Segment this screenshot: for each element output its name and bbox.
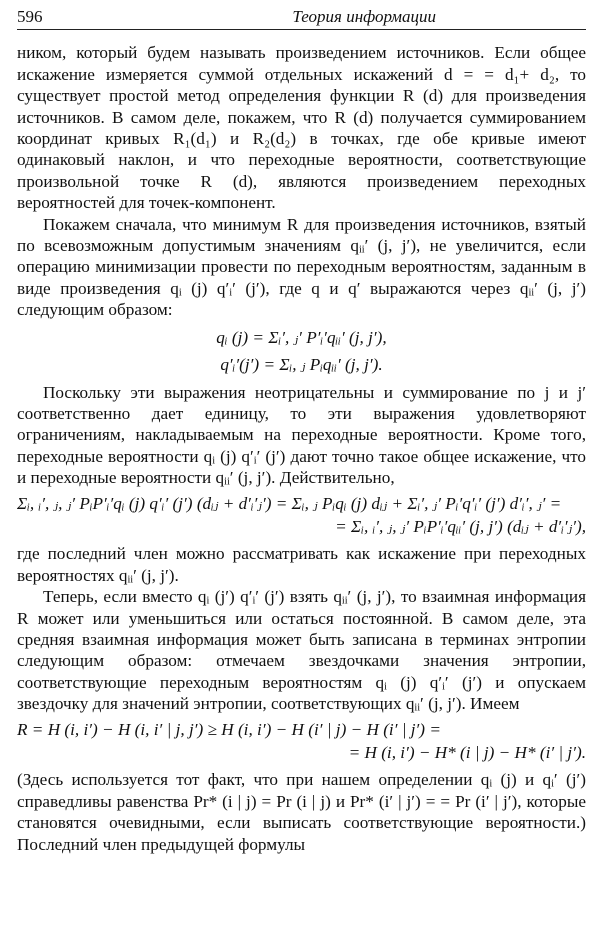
equation: Σᵢ, ᵢ′, ⱼ, ⱼ′ PᵢP′ᵢ′qᵢ (j) q′ᵢ′ (j′) (dᵢⱼ + d′ᵢ′ⱼ′) = Σᵢ, ⱼ Pᵢqᵢ (j) dᵢⱼ + Σᵢ′, ⱼ′ Pᵢ′q′ᵢ′ (j′) d′ᵢ′, ⱼ′ =	[17, 493, 562, 513]
paragraph: где последний член можно рассматривать как искажение при переходных вероятностях qᵢᵢ′ (j, j′).	[17, 544, 586, 585]
paragraph: Теперь, если вместо qᵢ (j′) q′ᵢ′ (j′) взять qᵢᵢ′ (j, j′), то взаимная информация R может или уменьшиться или остаться постоянной. В самом деле, эта средняя взаимная информация может быть записана в терминах энтропии следующим образом: отмечаем звездочками значения энтропии, соответствующие переходным вероятностям qᵢ (j) q′ᵢ′ (j′) и опускаем звездочку для значений энтропии, соответствующих qᵢᵢ′ (j, j′). Имеем	[17, 587, 586, 714]
paragraph: ником, который будем называть произведением источников. Если общее искажение измеряется суммой отдельных искажений d = = d₁+ d₂, то существует простой метод определения функции R (d) для произведения источников. В самом деле, покажем, что R (d) получается суммированием координат кривых R₁(d₁) и R₂(d₂) в точках, где обе кривые имеют одинаковый наклон, и что переходные вероятности, соответствующие произвольной точке R (d), являются произведением переходных вероятностей для точек-компонент.	[17, 43, 586, 213]
equation: = Σᵢ, ᵢ′, ⱼ, ⱼ′ PᵢP′ᵢ′qᵢᵢ′ (j, j′) (dᵢⱼ + d′ᵢ′ⱼ′),	[335, 516, 586, 536]
equation: R = H (i, i′) − H (i, i′ | j, j′) ≥ H (i, i′) − H (i′ | j) − H (i′ | j′) =	[17, 719, 441, 739]
page-header	[17, 6, 586, 30]
running-title: Теория информации	[292, 7, 436, 26]
equation: q′ᵢ′(j′) = Σᵢ, ⱼ Pᵢqᵢᵢ′ (j, j′).	[220, 355, 383, 375]
equation: qᵢ (j) = Σᵢ′, ⱼ′ P′ᵢ′qᵢᵢ′ (j, j′),	[216, 327, 387, 347]
paragraph: Поскольку эти выражения неотрицательны и суммирование по j и j′ соответственно дает единицу, то эти выражения удовлетворяют ограничениям, накладываемым на переходные вероятности. Кроме того, переходные вероятности qᵢ (j) q′ᵢ′ (j′) дают точно такое общее искажение, что и переходные вероятности qᵢᵢ′ (j, j′). Действительно,	[17, 382, 586, 488]
paragraph: (Здесь используется тот факт, что при нашем определении qᵢ (j) и qᵢ′ (j′) справедливы равенства Pr* (i | j) = Pr (i | j) и Pr* (i′ | j′) = = Pr (i′ | j′), которые становятся очевидными, если выписать соответствующие вероятности.) Последний член предыдущей формулы	[17, 770, 586, 854]
equation: = H (i, i′) − H* (i | j) − H* (i′ | j′).	[348, 743, 586, 762]
page-number: 596	[17, 7, 43, 26]
paragraph: Покажем сначала, что минимум R для произведения источников, взятый по всевозможным допустимым значениям qᵢᵢ′ (j, j′), не увеличится, если операцию минимизации провести по переходным вероятностям, заданным в виде произведения qᵢ (j) q′ᵢ′ (j′), где q и q′ выражаются через qᵢᵢ′ (j, j′) следующим образом:	[17, 214, 586, 320]
